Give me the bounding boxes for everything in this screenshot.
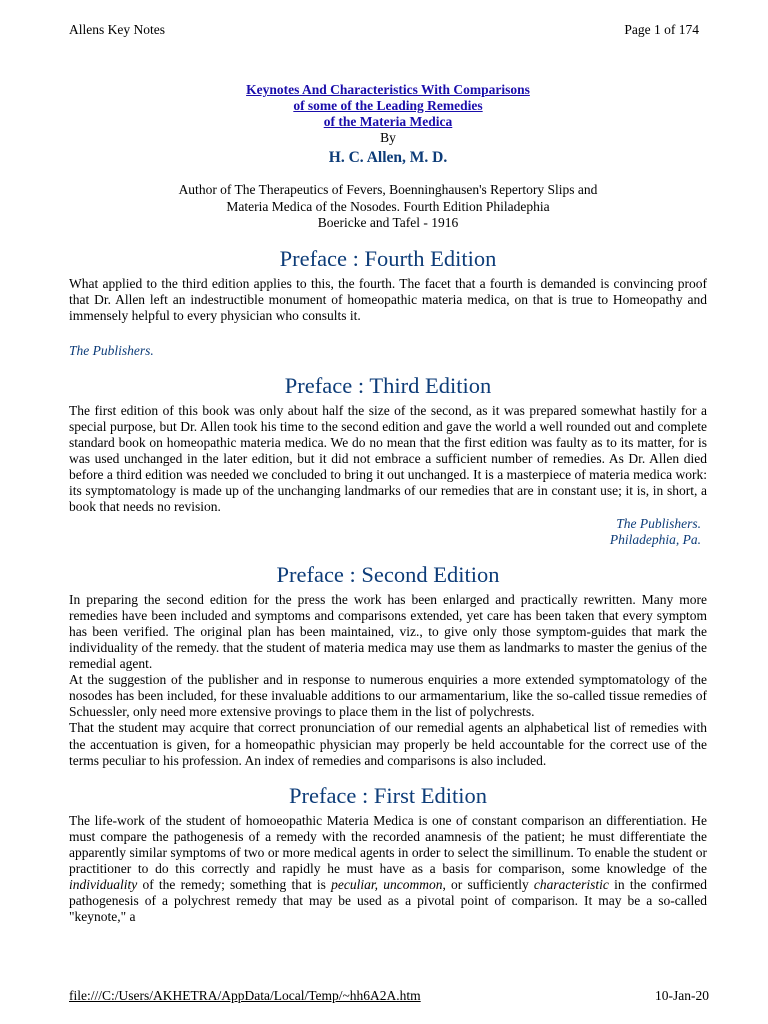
- signature-third-place: Philadephia, Pa.: [609, 531, 701, 547]
- text-run: in the confirmed pathogenesis of a polychrest remedy that may be used as a pivotal point of comparison. It may be a so-called "keynote," a: [69, 877, 707, 925]
- heading-fourth-edition: Preface : Fourth Edition: [279, 245, 497, 271]
- heading-third-edition: Preface : Third Edition: [284, 372, 492, 398]
- signature-fourth: The Publishers.: [69, 342, 154, 358]
- paragraph-second-2: At the suggestion of the publisher and in response to numerous enquiries a more extended symptomatology of the nosodes has been included, for these invaluable additions to our armamentarium, like the so-called tissue remedies of Schuessler, only need more extensive provings to place them in the list of polychrests.: [69, 672, 707, 720]
- italic-peculiar: peculiar, uncommon: [331, 877, 443, 893]
- author-meta: [69, 182, 707, 232]
- paragraph-second-3: That the student may acquire that correct pronunciation of our remedial agents an alphabetical list of remedies with the accentuation is given, for a homeopathic physician may properly be held accountable for the correct use of the terms peculiar to his profession. An index of remedies and comparisons is also included.: [69, 720, 707, 768]
- footer-file-path-link[interactable]: file:///C:/Users/AKHETRA/AppData/Local/Temp/~hh6A2A.htm: [69, 988, 421, 1003]
- title-link-line1[interactable]: Keynotes And Characteristics With Comparisons: [246, 82, 530, 97]
- text-run: , or sufficiently: [442, 877, 534, 893]
- text-run: of the remedy; something that is: [137, 877, 332, 893]
- heading-second-edition: Preface : Second Edition: [276, 561, 500, 587]
- title-link-line2[interactable]: of some of the Leading Remedies: [293, 98, 483, 113]
- meta-line-2: Materia Medica of the Nosodes. Fourth Edition Philadephia: [226, 198, 550, 214]
- signature-third-publishers: The Publishers.: [616, 515, 701, 531]
- header-page-number: Page 1 of 174: [624, 22, 699, 37]
- meta-line-1: Author of The Therapeutics of Fevers, Boenninghausen's Repertory Slips and: [178, 182, 598, 197]
- paragraph-third-edition: The first edition of this book was only about half the size of the second, as it was prepared somewhat hastily for a special purpose, but Dr. Allen took his time to the second edition and gave the world a well rounded out and complete standard book on homeopathic materia medica. We do no mean that the first edition was faulty as to its matter, for is was used unchanged in the later edition, but it did not embrace a sufficient number of remedies. As Dr. Allen died before a third edition was needed we concluded to bring it out unchanged. It is a masterpiece of materia medica work: its symptomatology is made up of the unchanging landmarks of our remedies that are in constant use; it is, in short, a book that needs no revision.: [69, 402, 707, 515]
- header-title: Allens Key Notes: [69, 22, 165, 37]
- by-label: By: [380, 130, 396, 145]
- footer-date: 10-Jan-20: [655, 988, 709, 1003]
- title-block: [69, 82, 707, 130]
- author-name: H. C. Allen, M. D.: [328, 149, 448, 166]
- paragraph-fourth-edition: What applied to the third edition applies to this, the fourth. The facet that a fourth is demanded is convincing proof that Dr. Allen left an indestructible monument of homeopathic materia medica, on that is true to Homeopathy and immensely helpful to every physician who consults it.: [69, 275, 707, 323]
- title-link-line3[interactable]: of the Materia Medica: [323, 114, 453, 129]
- paragraph-first-edition: [69, 813, 707, 926]
- heading-first-edition: Preface : First Edition: [288, 782, 488, 808]
- italic-individuality: individuality: [69, 877, 138, 893]
- text-run: The life-work of the student of homoeopathic Materia Medica is one of constant comparison an differentiation. He must compare the pathogenesis of a remedy with the recorded anamnesis of the patient; he must differentiate the apparently similar symptoms of two or more medical agents in order to select the simillinum. To enable the student or practitioner to do this correctly and rapidly he must have as a basis for comparison, some knowledge of the: [69, 812, 707, 877]
- document-body: [69, 82, 707, 925]
- paragraph-second-1: In preparing the second edition for the press the work has been enlarged and practically rewritten. Many more remedies have been included and symptoms and comparisons extended, yet care has been taken that every symptom has been verified. The original plan has been maintained, viz., to give only those symptom-guides that mark the individuality of the remedy. that the student of materia medica may use them as landmarks to master the genius of the remedial agent.: [69, 591, 707, 672]
- italic-characteristic: characteristic: [533, 877, 609, 893]
- meta-line-3: Boericke and Tafel - 1916: [317, 215, 459, 230]
